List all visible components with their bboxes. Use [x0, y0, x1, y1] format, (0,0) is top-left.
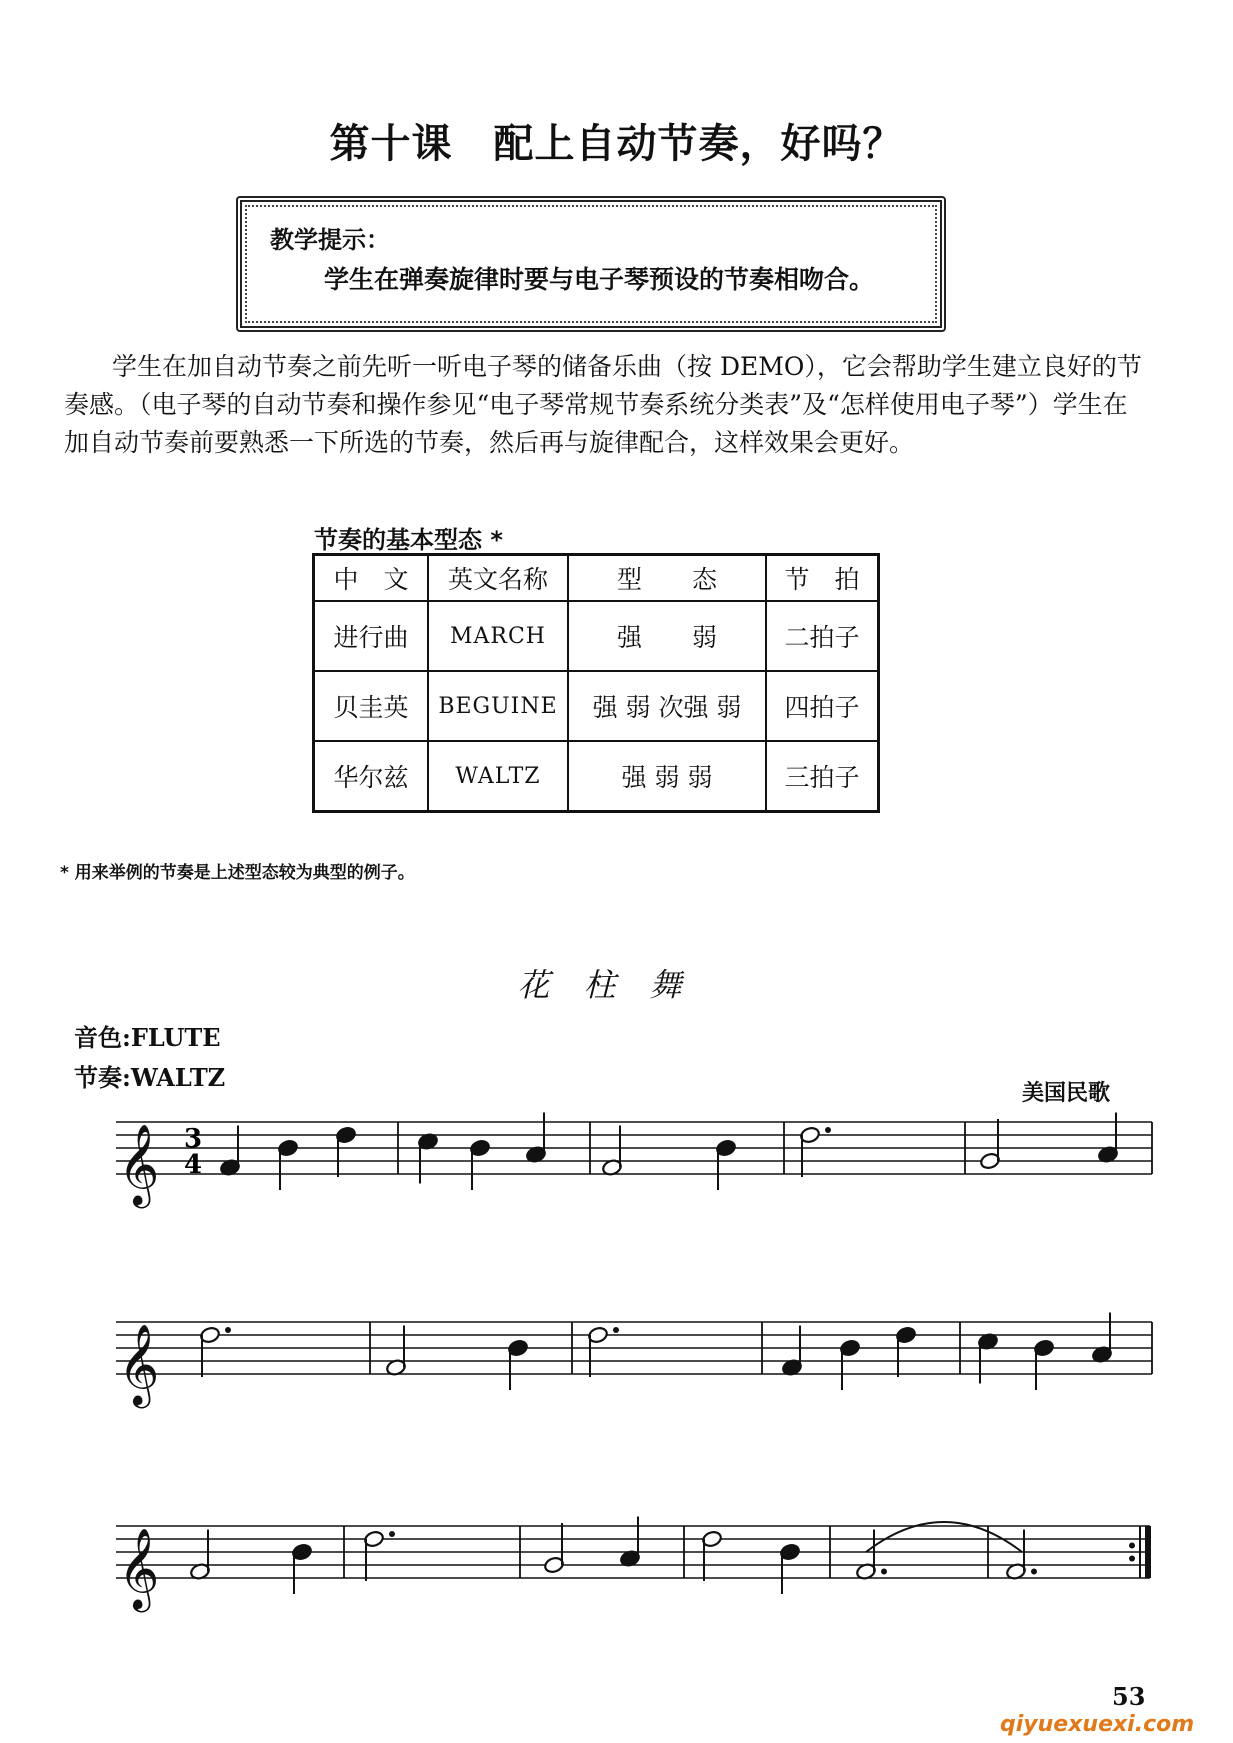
header-meter: 节 拍 [766, 555, 879, 602]
table-row [314, 671, 879, 741]
rhythm-table [312, 553, 880, 813]
header-pattern: 型 态 [568, 555, 766, 602]
final-barline-thick [1145, 1526, 1151, 1578]
music-score [0, 1090, 1233, 1650]
dot [225, 1327, 231, 1333]
cell-english: BEGUINE [428, 671, 568, 741]
cell-pattern: 强 弱 [568, 601, 766, 671]
treble-clef-icon: 𝄞 [118, 1123, 160, 1205]
table-caption: 节奏的基本型态 * [314, 526, 503, 554]
tip-heading: 教学提示： [270, 226, 390, 254]
cell-meter: 三拍子 [766, 741, 879, 812]
cell-meter: 四拍子 [766, 671, 879, 741]
time-signature-bottom: 4 [184, 1150, 203, 1180]
table-row [314, 601, 879, 671]
watermark: qiyuexuexi.com [1000, 1712, 1195, 1737]
cell-pattern: 强 弱 弱 [568, 741, 766, 812]
footnote: * 用来举例的节奏是上述型态较为典型的例子。 [60, 863, 415, 883]
repeat-dot [1129, 1556, 1135, 1562]
tone-label: 音色:FLUTE [74, 1023, 221, 1052]
table-row [314, 741, 879, 812]
cell-chinese: 贝圭英 [314, 671, 429, 741]
cell-english: WALTZ [428, 741, 568, 812]
rhythm-label: 节奏:WALTZ [74, 1063, 226, 1092]
cell-chinese: 华尔兹 [314, 741, 429, 812]
treble-clef-icon: 𝄞 [118, 1527, 160, 1609]
dot [881, 1569, 887, 1575]
time-signature-top: 3 [184, 1124, 203, 1154]
cell-pattern: 强 弱 次强 弱 [568, 671, 766, 741]
dot [613, 1327, 619, 1333]
dot [389, 1531, 395, 1537]
tip-text: 学生在弹奏旋律时要与电子琴预设的节奏相吻合。 [324, 265, 875, 294]
header-english: 英文名称 [428, 555, 568, 602]
song-source: 美国民歌 [1022, 1081, 1111, 1106]
cell-meter: 二拍子 [766, 601, 879, 671]
repeat-dot [1129, 1543, 1135, 1549]
body-paragraph: 学生在加自动节奏之前先听一听电子琴的储备乐曲（按 DEMO），它会帮助学生建立良好的节奏感。（电子琴的自动节奏和操作参见“电子琴常规节奏系统分类表”及“怎样使用电子琴”）学生在加自动节奏前要熟悉一下所选的节奏，然后再与旋律配合，这样效果会更好。 [64, 352, 1142, 457]
dot [1031, 1569, 1037, 1575]
lesson-title: 第十课 配上自动节奏，好吗？ [329, 121, 904, 167]
cell-chinese: 进行曲 [314, 601, 429, 671]
cell-english: MARCH [428, 601, 568, 671]
treble-clef-icon: 𝄞 [118, 1323, 160, 1405]
teaching-tip-box [236, 196, 946, 332]
header-chinese: 中 文 [314, 555, 429, 602]
page-number: 53 [1112, 1682, 1146, 1711]
table-header-row [314, 555, 879, 602]
dot [825, 1127, 831, 1133]
song-title: 花柱舞 [517, 966, 716, 1004]
